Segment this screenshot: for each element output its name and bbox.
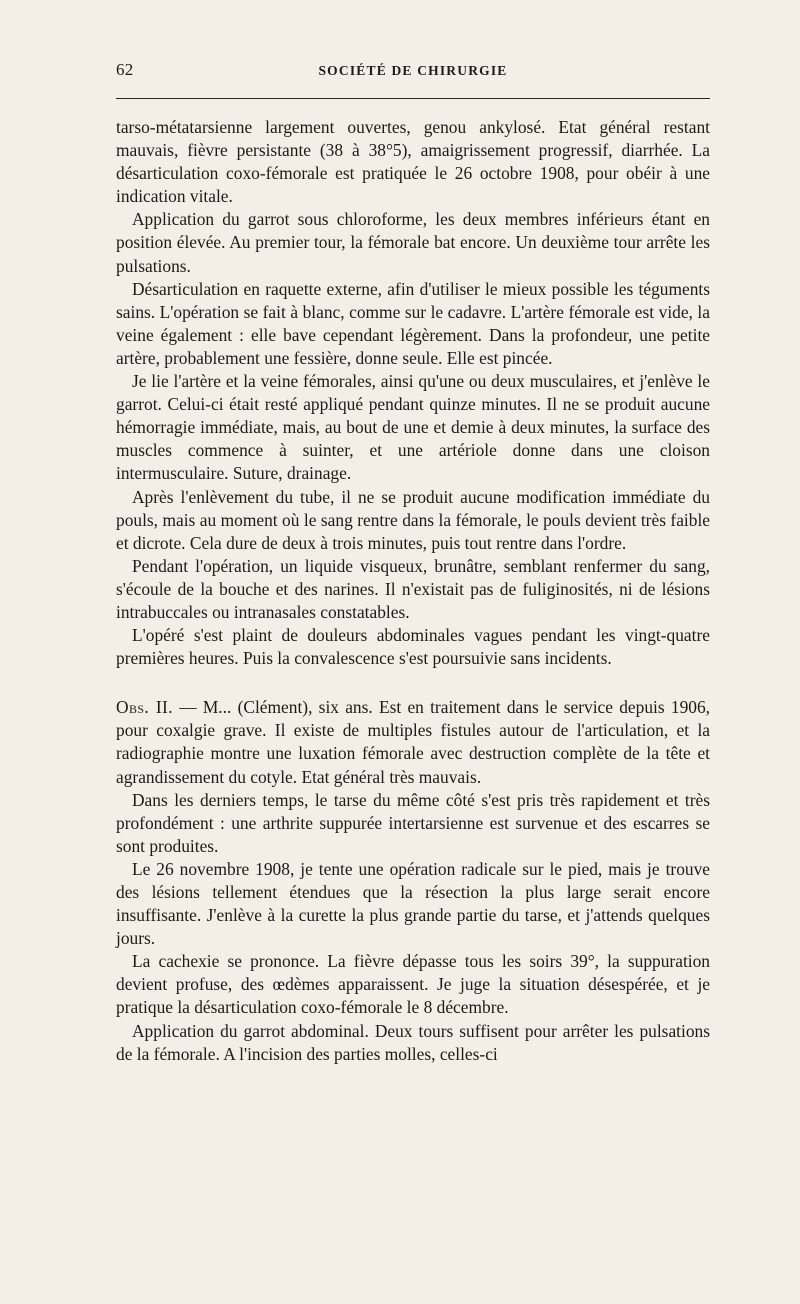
observation-label: Obs. II.	[116, 697, 173, 718]
running-title: SOCIÉTÉ DE CHIRURGIE	[318, 63, 508, 78]
paragraph-tarse: Dans les derniers temps, le tarse du même côté s'est pris très rapidement et très profondément : une arthrite suppurée intertarsienne est survenue et des escarres se sont produites.	[116, 789, 710, 856]
paragraph-convalescence: L'opéré s'est plaint de douleurs abdominales vagues pendant les vingt-quatre premières heures. Puis la convalescence s'est poursuivie sans incidents.	[116, 625, 710, 669]
body-text	[116, 116, 710, 1066]
paragraph-cachexie: La cachexie se prononce. La fièvre dépasse tous les soirs 39°, la suppuration devient profuse, des œdèmes apparaissent. Je juge la situation désespérée, et je pratique la désarticulation coxo-fémorale le 8 décembre.	[116, 951, 710, 1018]
paragraph-desarticulation: Désarticulation en raquette externe, afin d'utiliser le mieux possible les téguments sains. L'opération se fait à blanc, comme sur le cadavre. L'artère fémorale est vide, la veine également : elle bave cependant légèrement. Dans la profondeur, une petite artère, probablement une fessière, donne seule. Elle est pincée.	[116, 278, 710, 368]
obs2-intro-text: — M... (Clément), six ans. Est en traitement dans le service depuis 1906, pour coxalgie grave. Il existe de multiples fistules autour de l'articulation, et la radiographie montre une luxation fémorale avec destruction complète de la tête et agrandissement du cotyle. Etat général très mauvais.	[116, 697, 711, 787]
paragraph-garrot-application: Application du garrot sous chloroforme, les deux membres inférieurs étant en position élevée. Au premier tour, la fémorale bat encore. Un deuxième tour arrête les pulsations.	[116, 209, 710, 276]
paragraph-operation-pied: Le 26 novembre 1908, je tente une opération radicale sur le pied, mais je trouve des lésions tellement étendues que la résection la plus large serait encore insuffisante. J'enlève à la curette la plus grande partie du tarse, et j'attends quelques jours.	[116, 858, 710, 949]
page-number: 62	[116, 60, 134, 79]
page-header	[116, 60, 710, 86]
paragraph-ligature: Je lie l'artère et la veine fémorales, ainsi qu'une ou deux musculaires, et j'enlève le garrot. Celui-ci était resté appliqué pendant quinze minutes. Il ne se produit aucune hémorragie immédiate, mais, au bout de une et demie à deux minutes, la surface des muscles commence à suinter, et une artériole donne dans une cloison intermusculaire. Suture, drainage.	[116, 371, 710, 484]
paragraph-tube-removal: Après l'enlèvement du tube, il ne se produit aucune modification immédiate du pouls, mais au moment où le sang rentre dans la fémorale, le pouls devient très faible et dicrote. Cela dure de deux à trois minutes, puis tout rentre dans l'ordre.	[116, 486, 710, 553]
paragraph-obs2-intro	[116, 696, 710, 788]
paragraph-garrot-abdominal: Application du garrot abdominal. Deux tours suffisent pour arrêter les pulsations de la fémorale. A l'incision des parties molles, celles-ci	[116, 1020, 710, 1064]
paragraph-obs1-continuation: tarso-métatarsienne largement ouvertes, genou ankylosé. Etat général restant mauvais, fièvre persistante (38 à 38°5), amaigrissement progressif, diarrhée. La désarticulation coxo-fémorale est pratiquée le 26 octobre 1908, pour obéir à une indication vitale.	[116, 117, 710, 207]
header-rule	[116, 98, 710, 99]
paragraph-liquid: Pendant l'opération, un liquide visqueux, brunâtre, semblant renfermer du sang, s'écoule de la bouche et des narines. Il n'existait pas de fuliginosités, ni de lésions intrabuccales ou intranasales constatables.	[116, 555, 710, 622]
section-gap	[116, 670, 710, 696]
